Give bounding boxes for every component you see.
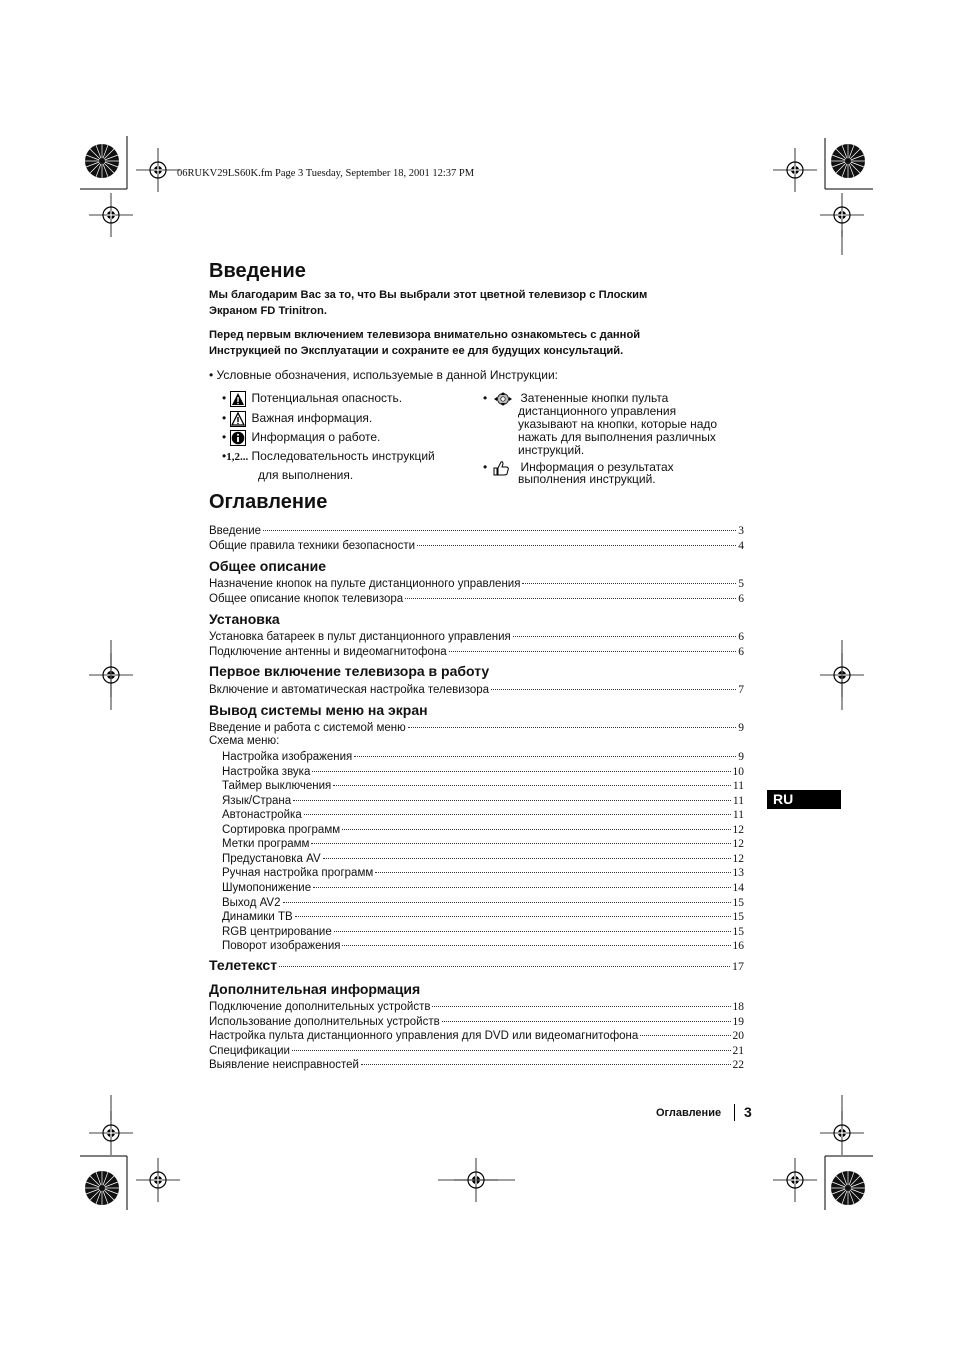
important-icon	[230, 411, 246, 427]
toc-entry-page: 7	[738, 684, 744, 696]
toc-entry[interactable]	[209, 683, 744, 697]
toc-entry-page: 13	[732, 867, 744, 880]
toc-entry-page: 6	[738, 631, 744, 643]
toc-entry-title: Подключение антенны и видеомагнитофона	[209, 645, 447, 658]
toc-entry[interactable]	[222, 794, 744, 808]
toc-entry[interactable]	[209, 1044, 744, 1058]
file-info: 06RUKV29LS60K.fm Page 3 Tuesday, September 18, 2001 12:37 PM	[177, 168, 475, 179]
toc-entry[interactable]	[209, 1015, 744, 1029]
toc-entry-title: Использование дополнительных устройств	[209, 1015, 440, 1028]
toc-entry-page: 10	[732, 765, 744, 778]
toc-entry-page: 16	[732, 940, 744, 953]
toc-entry-page: 22	[732, 1059, 744, 1071]
toc-entry[interactable]	[209, 1000, 744, 1014]
toc-entry[interactable]	[222, 750, 744, 764]
legend-shaded-2: дистанционного управления	[518, 404, 677, 418]
intro-thanks: Мы благодарим Вас за то, что Вы выбрали этот цветной телевизор с Плоским Экраном FD Trinitron.	[209, 289, 648, 317]
toc-dot-leader	[295, 916, 731, 917]
footer-page-number: 3	[744, 1104, 752, 1120]
toc-entry-title: Язык/Страна	[222, 794, 292, 807]
toc-entry[interactable]	[209, 539, 744, 553]
toc-entry[interactable]	[222, 808, 744, 822]
toc-entry[interactable]	[222, 939, 744, 953]
toc-entry-page: 15	[732, 925, 744, 938]
toc-entry[interactable]	[222, 852, 744, 866]
footer-section-label: Оглавление	[656, 1107, 722, 1119]
toc-dot-leader	[323, 858, 731, 859]
toc-entry-title: Общее описание кнопок телевизора	[209, 592, 404, 605]
toc-dot-leader	[522, 583, 736, 584]
info-icon	[230, 430, 246, 446]
toc-dot-leader	[333, 785, 731, 786]
toc-dot-leader	[293, 800, 731, 801]
legend-info: • Информация о работе.	[222, 430, 381, 445]
toc-entry-page: 11	[732, 809, 744, 822]
toc-entry-page: 6	[738, 645, 744, 658]
toc-entry-page: 9	[738, 722, 744, 734]
toc-dot-leader	[334, 931, 731, 932]
toc-entry-title: Введение и работа с системой меню	[209, 722, 406, 734]
toc-entry[interactable]	[222, 866, 744, 880]
footer-divider	[734, 1104, 735, 1121]
toc-section-installation: Установка	[209, 611, 280, 627]
toc-dot-leader	[292, 1050, 731, 1051]
toc-teletext[interactable]: Телетекст 17	[209, 957, 744, 973]
toc-dot-leader	[354, 756, 736, 757]
toc-entry-title: Поворот изображения	[222, 940, 341, 953]
toc-entry-title: Динамики ТВ	[222, 911, 293, 924]
legend-steps-cont: для выполнения.	[258, 468, 354, 482]
legend-shaded: • Затененные кнопки пульта	[483, 391, 669, 406]
toc-entry[interactable]	[209, 1029, 744, 1043]
toc-entry-page: 11	[732, 780, 744, 793]
toc-dot-leader	[263, 530, 736, 531]
toc-entry[interactable]	[222, 881, 744, 895]
toc-dot-leader	[417, 545, 736, 546]
toc-entry-page: 19	[732, 1015, 744, 1028]
legend-shaded-3: указывают на кнопки, которые надо	[518, 417, 718, 431]
legend-shaded-4: нажать для выполнения различных	[518, 430, 716, 444]
toc-dot-leader	[313, 887, 730, 888]
toc-entry-page: 20	[732, 1030, 744, 1042]
toc-entry-title: Автонастройка	[222, 809, 302, 822]
toc-title: Оглавление	[209, 491, 328, 513]
toc-entry[interactable]	[222, 823, 744, 837]
toc-entry-page: 12	[732, 838, 744, 851]
toc-entry[interactable]	[209, 645, 744, 659]
legend-result-2: выполнения инструкций.	[518, 472, 656, 486]
toc-dot-leader	[361, 1064, 731, 1065]
toc-dot-leader	[408, 727, 737, 728]
toc-dot-leader	[342, 945, 730, 946]
toc-entry-title: Настройка пульта дистанционного управления для DVD или видеомагнитофона	[209, 1030, 639, 1042]
legend-important: • Важная информация.	[222, 411, 373, 426]
toc-entry[interactable]	[222, 779, 744, 793]
remote-buttons-icon	[491, 391, 515, 407]
toc-entry-title: Общие правила техники безопасности	[209, 539, 416, 552]
toc-entry-page: 18	[732, 1001, 744, 1013]
toc-dot-leader	[442, 1021, 731, 1022]
intro-read-first: Перед первым включением телевизора внимательно ознакомьтесь с данной Инструкцией по Эксплуатации и сохраните ее для будущих консультаций.	[209, 329, 641, 357]
toc-entry[interactable]	[222, 765, 744, 779]
toc-entry-page: 9	[738, 751, 744, 763]
thumbs-up-icon	[491, 460, 511, 476]
toc-section-additional: Дополнительная информация	[209, 981, 421, 997]
toc-dot-leader	[640, 1035, 730, 1036]
toc-dot-leader	[311, 843, 730, 844]
toc-entry[interactable]	[209, 721, 744, 735]
conventions-line: • Условные обозначения, используемые в данной Инструкции:	[209, 368, 559, 382]
legend-steps: •1,2... Последовательность инструкций	[222, 449, 435, 463]
toc-entry[interactable]	[209, 1058, 744, 1072]
toc-dot-leader	[449, 651, 737, 652]
toc-entry-page: 6	[738, 592, 744, 605]
toc-entry[interactable]	[209, 524, 744, 538]
legend-result: • Информация о результатах	[483, 460, 674, 475]
toc-entry[interactable]	[209, 577, 744, 591]
toc-entry[interactable]	[222, 837, 744, 851]
toc-dot-leader	[405, 598, 736, 599]
toc-entry-title: Таймер выключения	[222, 780, 332, 793]
toc-dot-leader	[304, 814, 731, 815]
toc-entry-title: Сортировка программ	[222, 823, 341, 836]
toc-entry-page: 3	[738, 525, 744, 537]
toc-entry-title: Выход AV2	[222, 896, 281, 909]
toc-entry-title: Метки программ	[222, 838, 310, 851]
toc-entry-page: 4	[738, 539, 744, 552]
toc-entry-title: Предустановка AV	[222, 852, 321, 865]
toc-dot-leader	[513, 636, 736, 637]
toc-entry[interactable]	[222, 910, 744, 924]
toc-entry-title: Ручная настройка программ	[222, 867, 374, 880]
intro-title: Введение	[209, 260, 306, 282]
toc-dot-leader	[375, 872, 730, 873]
toc-entry-title: Шумопонижение	[222, 881, 312, 894]
toc-dot-leader	[491, 689, 736, 690]
toc-entry-title: Назначение кнопок на пульте дистанционного управления	[209, 578, 521, 590]
legend-danger: • Потенциальная опасность.	[222, 391, 403, 406]
legend-shaded-5: инструкций.	[518, 443, 585, 457]
toc-dot-leader	[342, 829, 730, 830]
toc-entry-title: Включение и автоматическая настройка телевизора	[209, 684, 490, 696]
toc-entry-page: 12	[732, 823, 744, 836]
toc-entry-title: Спецификации	[209, 1044, 290, 1057]
bullet-icon: •	[209, 368, 217, 382]
toc-entry[interactable]	[222, 896, 744, 910]
toc-entry-page: 5	[738, 578, 744, 590]
toc-menu-scheme-label: Схема меню:	[209, 735, 280, 747]
warning-triangle-icon	[230, 391, 246, 407]
toc-entry-page: 21	[732, 1044, 744, 1057]
toc-entry[interactable]	[209, 592, 744, 606]
toc-entry-title: Настройка звука	[222, 765, 311, 778]
toc-section-first-power-on: Первое включение телевизора в работу	[209, 663, 490, 679]
toc-section-menu-system: Вывод системы меню на экран	[209, 702, 428, 718]
toc-entry-title: RGB центрирование	[222, 925, 332, 938]
toc-entry[interactable]	[209, 630, 744, 644]
toc-entry-page: 15	[732, 896, 744, 909]
toc-entry-page: 12	[732, 852, 744, 865]
toc-entry[interactable]	[222, 925, 744, 939]
toc-entry-page: 14	[732, 881, 744, 894]
toc-entry-title: Введение	[209, 525, 262, 537]
language-tab: RU	[767, 790, 841, 809]
toc-dot-leader	[312, 771, 730, 772]
toc-dot-leader	[432, 1006, 730, 1007]
toc-entry-page: 11	[732, 794, 744, 807]
toc-entry-title: Выявление неисправностей	[209, 1059, 359, 1071]
toc-entry-title: Настройка изображения	[222, 751, 353, 763]
toc-section-general: Общее описание	[209, 558, 327, 574]
toc-entry-title: Установка батареек в пульт дистанционного управления	[209, 631, 511, 643]
toc-entry-page: 15	[732, 911, 744, 924]
toc-dot-leader	[283, 902, 731, 903]
toc-entry-title: Подключение дополнительных устройств	[209, 1001, 431, 1013]
